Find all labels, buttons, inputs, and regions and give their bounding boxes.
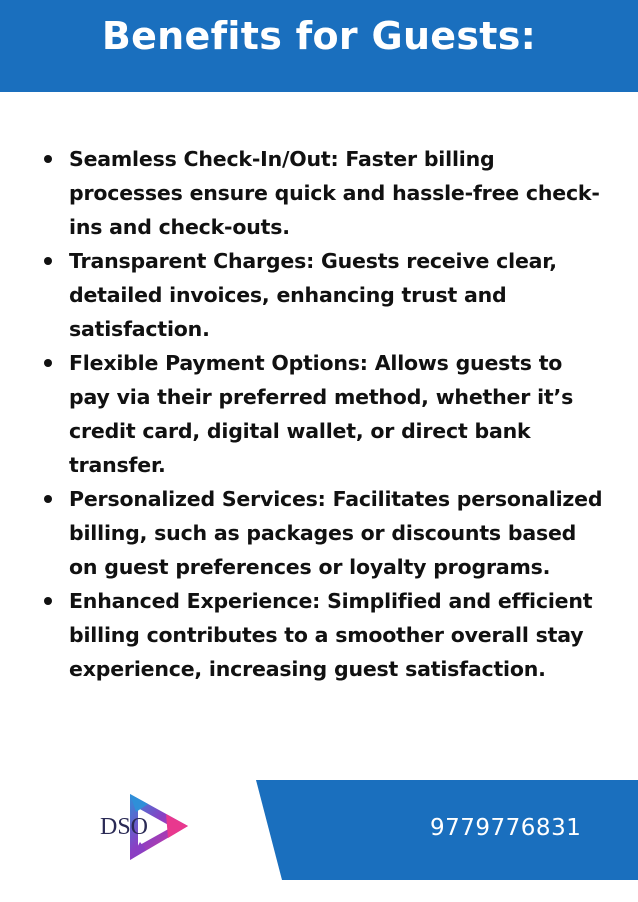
list-item xyxy=(44,244,604,346)
benefit-text: Seamless Check-In/Out: Faster billing processes ensure quick and hassle-free check-ins and check-outs. xyxy=(69,147,600,239)
page-title: Benefits for Guests: xyxy=(101,14,537,58)
list-item xyxy=(44,346,604,482)
bullet-icon xyxy=(44,597,52,605)
bullet-icon xyxy=(44,257,52,265)
logo-text: DSO xyxy=(100,814,149,840)
dso-logo xyxy=(96,790,192,866)
header-banner xyxy=(0,0,638,92)
benefit-text: Transparent Charges: Guests receive clear, detailed invoices, enhancing trust and satisfaction. xyxy=(69,249,557,341)
list-item xyxy=(44,584,604,686)
bullet-icon xyxy=(44,359,52,367)
benefit-text: Enhanced Experience: Simplified and efficient billing contributes to a smoother overall stay experience, increasing guest satisfaction. xyxy=(69,589,593,681)
benefit-text: Personalized Services: Facilitates personalized billing, such as packages or discounts based on guest preferences or loyalty programs. xyxy=(69,487,603,579)
list-item xyxy=(44,142,604,244)
benefit-text: Flexible Payment Options: Allows guests to pay via their preferred method, whether it’s credit card, digital wallet, or direct bank transfer. xyxy=(69,351,574,477)
bullet-icon xyxy=(44,155,52,163)
benefits-list xyxy=(44,142,604,686)
bullet-icon xyxy=(44,495,52,503)
list-item xyxy=(44,482,604,584)
phone-number: 9779776831 xyxy=(430,815,582,841)
